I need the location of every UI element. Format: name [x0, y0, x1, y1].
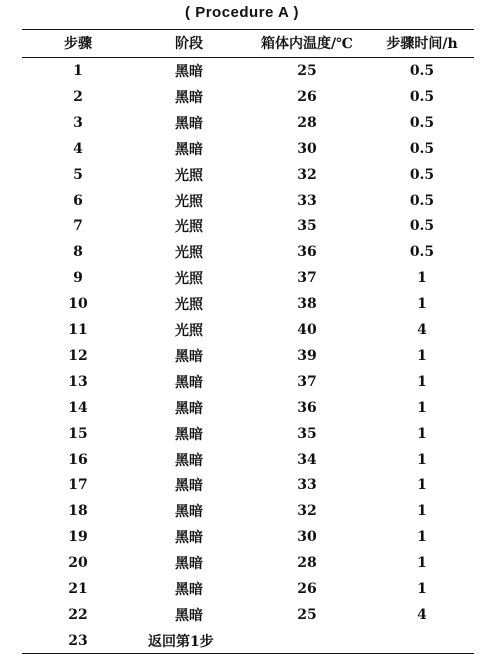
cell-phase: 黑暗: [175, 115, 203, 132]
cell-step: 8: [73, 244, 83, 261]
table-row: [22, 524, 474, 550]
table-row: [22, 291, 474, 317]
table-row: [22, 343, 474, 369]
cell-temperature: 28: [297, 114, 317, 131]
table-row: [22, 188, 474, 214]
table-bottom-rule: [22, 653, 474, 654]
cell-duration: 0.5: [409, 63, 435, 79]
table-title: ( Procedure A ): [185, 4, 299, 21]
cell-step: 18: [68, 503, 88, 520]
cell-temperature: 34: [297, 451, 317, 468]
cell-phase: 光照: [175, 323, 203, 339]
table-row: [22, 472, 474, 498]
cell-temperature: 25: [297, 606, 317, 623]
cell-phase: 黑暗: [175, 64, 203, 80]
cell-step: 6: [73, 192, 83, 209]
cell-temperature: 26: [297, 88, 317, 105]
cell-phase: 光照: [175, 245, 203, 262]
cell-phase: 光照: [175, 219, 203, 236]
table-row: [22, 136, 474, 162]
cell-duration: 4: [417, 322, 427, 338]
cell-step: 13: [68, 373, 88, 390]
cell-step: 4: [73, 140, 83, 157]
table-row: [22, 58, 474, 84]
cell-phase: 光照: [175, 297, 203, 314]
cell-duration: 1: [417, 529, 427, 546]
cell-step: 11: [68, 322, 88, 338]
cell-phase: 黑暗: [175, 556, 203, 573]
cell-temperature: 26: [297, 581, 317, 597]
cell-temperature: 32: [297, 166, 317, 183]
table-row: [22, 110, 474, 136]
table-row: [22, 447, 474, 473]
cell-step: 1: [73, 63, 83, 79]
header-temperature: 箱体内温度/℃: [261, 36, 353, 52]
cell-duration: 1: [417, 451, 427, 468]
cell-phase: 黑暗: [175, 530, 203, 547]
cell-phase: 黑暗: [175, 452, 203, 469]
cell-step: 10: [68, 296, 88, 313]
cell-temperature: 37: [297, 270, 317, 287]
cell-duration: 1: [417, 399, 427, 416]
table-row: [22, 84, 474, 110]
table-row: [22, 421, 474, 447]
cell-temperature: 33: [297, 192, 317, 209]
cell-duration: 0.5: [409, 166, 435, 183]
header-duration: 步骤时间/h: [386, 36, 458, 52]
cell-temperature: 33: [297, 477, 317, 494]
table-row: [22, 239, 474, 265]
cell-phase: 黑暗: [175, 607, 203, 624]
cell-temperature: 40: [297, 322, 317, 338]
cell-step: 20: [68, 555, 88, 572]
cell-temperature: 30: [297, 529, 317, 546]
cell-temperature: 35: [297, 218, 317, 235]
cell-duration: 0.5: [409, 140, 435, 157]
cell-step: 3: [73, 114, 83, 131]
table-row: [22, 162, 474, 188]
cell-duration: 1: [417, 477, 427, 494]
cell-phase: 黑暗: [175, 400, 203, 417]
cell-temperature: 32: [297, 503, 317, 520]
table-row: [22, 628, 474, 654]
cell-step: 16: [68, 451, 88, 468]
cell-duration: 0.5: [409, 218, 435, 235]
cell-step: 7: [73, 218, 83, 235]
cell-phase: 黑暗: [175, 478, 203, 495]
cell-phase: 黑暗: [175, 504, 203, 521]
table-row: [22, 498, 474, 524]
cell-phase: 黑暗: [175, 582, 203, 598]
table-row: [22, 213, 474, 239]
cell-phase: 返回第1步: [148, 633, 214, 650]
cell-phase: 光照: [175, 167, 203, 184]
cell-temperature: 39: [297, 347, 317, 364]
cell-temperature: 38: [297, 296, 317, 313]
table-row: [22, 369, 474, 395]
cell-step: 14: [68, 399, 88, 416]
header-step: 步骤: [64, 36, 92, 52]
cell-duration: 1: [417, 270, 427, 287]
cell-temperature: 35: [297, 425, 317, 442]
table-row: [22, 550, 474, 576]
cell-step: 21: [68, 581, 88, 597]
cell-phase: 光照: [175, 271, 203, 288]
cell-duration: 4: [417, 606, 427, 623]
cell-duration: 1: [417, 296, 427, 313]
cell-step: 15: [68, 425, 88, 442]
cell-phase: 黑暗: [175, 426, 203, 443]
cell-step: 19: [68, 529, 88, 546]
table-top-rule: [22, 29, 474, 30]
cell-phase: 黑暗: [175, 374, 203, 391]
cell-step: 12: [68, 347, 88, 364]
cell-temperature: 36: [297, 399, 317, 416]
cell-duration: 0.5: [409, 192, 435, 209]
cell-phase: 黑暗: [175, 141, 203, 158]
cell-phase: 黑暗: [175, 89, 203, 106]
table-row: [22, 576, 474, 602]
cell-phase: 光照: [175, 193, 203, 210]
cell-duration: 0.5: [409, 244, 435, 261]
table-header: [22, 31, 474, 55]
cell-step: 9: [73, 270, 83, 287]
table-row: [22, 602, 474, 628]
cell-phase: 黑暗: [175, 348, 203, 365]
cell-duration: 1: [417, 503, 427, 520]
cell-temperature: 37: [297, 373, 317, 390]
cell-duration: 0.5: [409, 114, 435, 131]
cell-step: 17: [68, 477, 88, 494]
cell-duration: 1: [417, 581, 427, 597]
table-row: [22, 395, 474, 421]
cell-temperature: 25: [297, 63, 317, 79]
cell-temperature: 36: [297, 244, 317, 261]
cell-temperature: 28: [297, 555, 317, 572]
header-phase: 阶段: [175, 36, 203, 52]
cell-step: 2: [73, 88, 83, 105]
cell-duration: 1: [417, 373, 427, 390]
cell-duration: 1: [417, 555, 427, 572]
table-row: [22, 317, 474, 343]
cell-step: 23: [68, 632, 88, 649]
table-row: [22, 265, 474, 291]
cell-step: 22: [68, 606, 88, 623]
cell-temperature: 30: [297, 140, 317, 157]
cell-step: 5: [73, 166, 83, 183]
cell-duration: 1: [417, 425, 427, 442]
cell-duration: 1: [417, 347, 427, 364]
cell-duration: 0.5: [409, 88, 435, 105]
